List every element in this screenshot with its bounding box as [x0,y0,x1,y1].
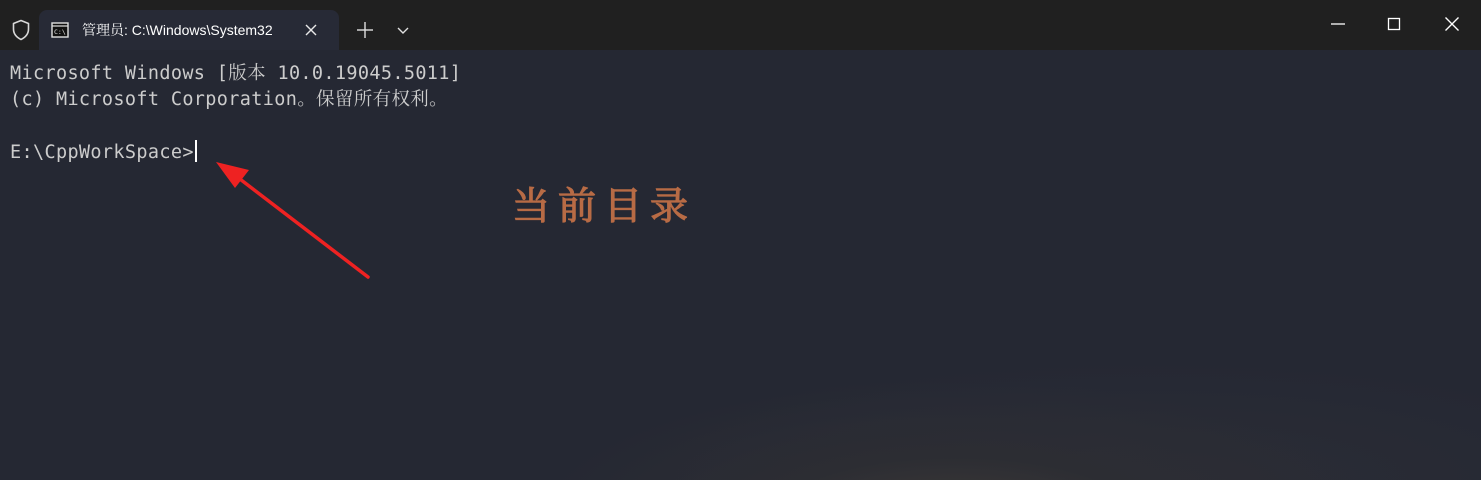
prompt-path: E:\CppWorkSpace> [10,142,194,163]
window-close-icon[interactable] [1440,12,1464,36]
annotation-label: 当前目录 [512,183,697,228]
terminal-line: (c) Microsoft Corporation。保留所有权利。 [10,89,448,110]
plus-icon[interactable] [352,17,378,43]
close-icon[interactable] [301,20,321,40]
tab-admin-cmd[interactable] [39,10,339,50]
terminal-output-area[interactable] [0,50,1481,480]
title-bar [0,0,1481,50]
minimize-icon[interactable] [1326,12,1350,36]
text-cursor [195,140,197,162]
shield-icon [9,18,33,42]
tab-title: 管理员: C:\Windows\System32 [82,22,273,38]
terminal-line: Microsoft Windows [版本 10.0.19045.5011] [10,63,462,84]
cmd-prompt-icon [51,21,69,39]
maximize-icon[interactable] [1382,12,1406,36]
command-prompt-line[interactable] [10,140,197,165]
svg-text:C:\: C:\ [54,28,66,36]
chevron-down-icon[interactable] [390,17,416,43]
